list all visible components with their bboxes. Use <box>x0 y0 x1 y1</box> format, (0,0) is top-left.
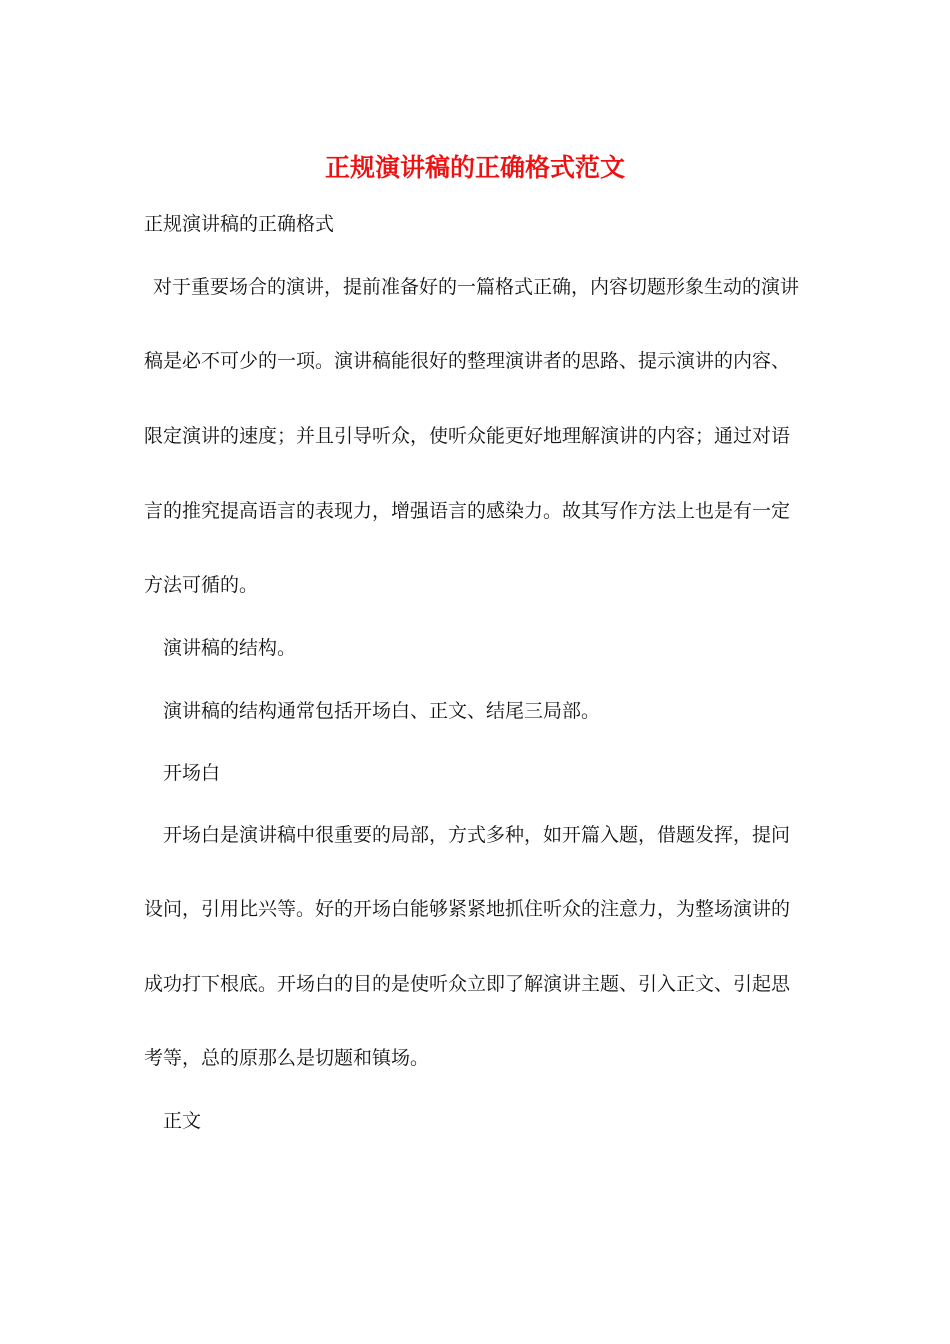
section-heading-body: 正文 <box>163 1110 202 1132</box>
paragraph-line: 成功打下根底。开场白的目的是使听众立即了解演讲主题、引入正文、引起思 <box>144 973 791 995</box>
paragraph-line: 言的推究提高语言的表现力，增强语言的感染力。故其写作方法上也是有一定 <box>144 500 791 522</box>
document-title: 正规演讲稿的正确格式范文 <box>324 153 625 182</box>
document-subtitle: 正规演讲稿的正确格式 <box>144 213 335 235</box>
section-heading-structure: 演讲稿的结构。 <box>163 637 297 659</box>
paragraph-line: 考等，总的原那么是切题和镇场。 <box>144 1047 430 1069</box>
paragraph-line: 限定演讲的速度；并且引导听众，使听众能更好地理解演讲的内容；通过对语 <box>144 425 791 447</box>
section-heading-opening: 开场白 <box>163 762 221 784</box>
paragraph-line: 对于重要场合的演讲，提前准备好的一篇格式正确，内容切题形象生动的演讲 <box>153 276 800 298</box>
paragraph-line: 开场白是演讲稿中很重要的局部，方式多种，如开篇入题，借题发挥，提问 <box>163 824 791 846</box>
paragraph-line: 方法可循的。 <box>144 574 259 596</box>
paragraph-line: 设问，引用比兴等。好的开场白能够紧紧地抓住听众的注意力，为整场演讲的 <box>144 898 791 920</box>
structure-description: 演讲稿的结构通常包括开场白、正文、结尾三局部。 <box>163 700 601 722</box>
paragraph-line: 稿是必不可少的一项。演讲稿能很好的整理演讲者的思路、提示演讲的内容、 <box>144 350 791 372</box>
